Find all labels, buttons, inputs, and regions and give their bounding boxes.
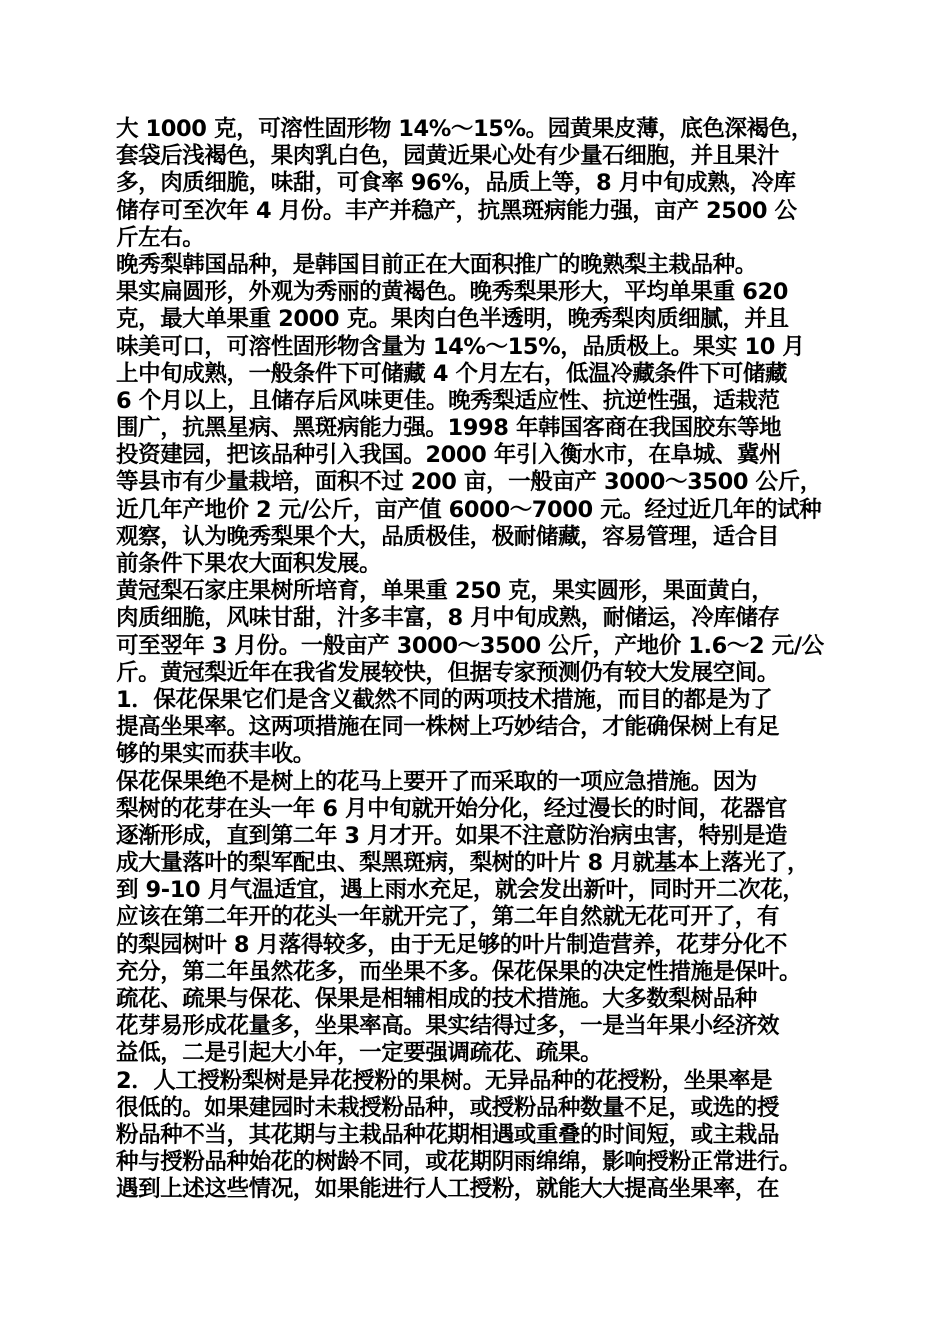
text-line: 种与授粉品种始花的树龄不同，或花期阴雨绵绵，影响授粉正常进行。 <box>116 1149 802 1176</box>
text-line: 粉品种不当，其花期与主栽品种花期相遇或重叠的时间短，或主栽品 <box>116 1121 780 1148</box>
text-line: 逐渐形成，直到第二年 3 月才开。如果不注意防治病虫害，特别是造 <box>116 822 788 849</box>
text-line: 提高坐果率。这两项措施在同一株树上巧妙结合，才能确保树上有足 <box>116 714 780 741</box>
text-line: 成大量落叶的梨军配虫、梨黑斑病，梨树的叶片 8 月就基本上落光了， <box>116 850 810 877</box>
text-line: 的梨园树叶 8 月落得较多，由于无足够的叶片制造营养，花芽分化不 <box>116 931 788 958</box>
text-line: 应该在第二年开的花头一年就开完了，第二年自然就无花可开了，有 <box>116 904 780 931</box>
text-line: 近几年产地价 2 元/公斤，亩产值 6000～7000 元。经过近几年的试种 <box>116 496 822 523</box>
text-line: 储存可至次年 4 月份。丰产并稳产，抗黑斑病能力强，亩产 2500 公 <box>116 197 797 224</box>
text-line: 果实扁圆形，外观为秀丽的黄褐色。晚秀梨果形大，平均单果重 620 <box>116 279 789 306</box>
text-line: 斤。黄冠梨近年在我省发展较快，但据专家预测仍有较大发展空间。 <box>116 659 780 686</box>
text-line: 可至翌年 3 月份。一般亩产 3000～3500 公斤，产地价 1.6～2 元/公 <box>116 632 824 659</box>
text-line: 1．保花保果它们是含义截然不同的两项技术措施，而目的都是为了 <box>116 686 773 713</box>
text-line: 围广，抗黑星病、黑斑病能力强。1998 年韩国客商在我国胶东等地 <box>116 415 782 442</box>
text-line: 充分，第二年虽然花多，而坐果不多。保花保果的决定性措施是保叶。 <box>116 958 802 985</box>
document-body <box>116 116 846 1204</box>
text-line: 投资建园，把该品种引入我国。2000 年引入衡水市，在阜城、冀州 <box>116 442 782 469</box>
text-line: 克，最大单果重 2000 克。果肉白色半透明，晚秀梨肉质细腻，并且 <box>116 306 789 333</box>
text-line: 前条件下果农大面积发展。 <box>116 551 382 577</box>
text-line: 等县市有少量栽培，面积不过 200 亩，一般亩产 3000～3500 公斤， <box>116 469 822 496</box>
text-line: 梨树的花芽在头一年 6 月中旬就开始分化，经过漫长的时间，花器官 <box>116 795 788 822</box>
text-line: 很低的。如果建园时未栽授粉品种，或授粉品种数量不足，或选的授 <box>116 1094 780 1121</box>
text-line: 疏花、疏果与保花、保果是相辅相成的技术措施。大多数梨树品种 <box>116 986 757 1012</box>
text-line: 黄冠梨石家庄果树所培育，单果重 250 克，果实圆形，果面黄白， <box>116 578 774 605</box>
text-line: 2．人工授粉梨树是异花授粉的果树。无异品种的花授粉，坐果率是 <box>116 1067 773 1094</box>
text-line: 套袋后浅褐色，果肉乳白色，园黄近果心处有少量石细胞，并且果汁 <box>116 143 780 170</box>
text-line: 上中旬成熟，一般条件下可储藏 4 个月左右，低温冷藏条件下可储藏 <box>116 360 788 387</box>
text-line: 味美可口，可溶性固形物含量为 14%～15%，品质极上。果实 10 月 <box>116 333 805 360</box>
text-line: 花芽易形成花量多，坐果率高。果实结得过多，一是当年果小经济效 <box>116 1013 780 1040</box>
text-line: 益低，二是引起大小年，一定要强调疏花、疏果。 <box>116 1040 603 1067</box>
text-line: 观察，认为晚秀梨果个大，品质极佳，极耐储藏，容易管理，适合目 <box>116 523 780 550</box>
text-line: 保花保果绝不是树上的花马上要开了而采取的一项应急措施。因为 <box>116 768 757 795</box>
text-line: 肉质细脆，风味甘甜，汁多丰富，8 月中旬成熟，耐储运，冷库储存 <box>116 605 780 632</box>
text-line: 6 个月以上，且储存后风味更佳。晚秀梨适应性、抗逆性强，适栽范 <box>116 387 780 414</box>
text-line: 遇到上述这些情况，如果能进行人工授粉，就能大大提高坐果率，在 <box>116 1176 780 1203</box>
text-line: 够的果实而获丰收。 <box>116 741 315 768</box>
text-line: 多，肉质细脆，味甜，可食率 96%，品质上等，8 月中旬成熟，冷库 <box>116 170 796 197</box>
text-line: 晚秀梨韩国品种，是韩国目前正在大面积推广的晚熟梨主栽品种。 <box>116 251 757 278</box>
text-line: 大 1000 克，可溶性固形物 14%～15%。园黄果皮薄，底色深褐色， <box>116 116 813 142</box>
text-line: 到 9-10 月气温适宜，遇上雨水充足，就会发出新叶，同时开二次花， <box>116 877 805 904</box>
text-line: 斤左右。 <box>116 224 205 251</box>
